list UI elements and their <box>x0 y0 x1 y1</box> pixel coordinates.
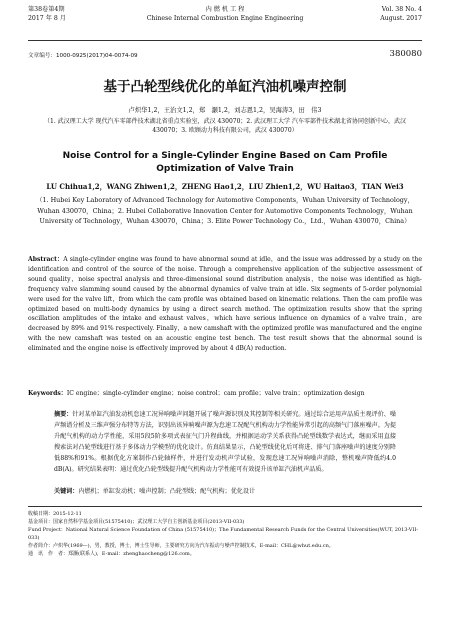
keywords-label-cn: 关键词： <box>54 488 79 495</box>
fund-project-cn: 基金项目：国家自然科学基金项目(51575410)；武汉理工大学自主创新基金项目(2013-VII-033) <box>28 519 245 525</box>
abstract-en <box>28 255 422 354</box>
footnote-rule <box>28 506 422 507</box>
volume-cn: 第38卷第4期 <box>28 6 65 13</box>
abstract-label-en: Abstract： <box>28 256 64 263</box>
header-rule <box>28 40 422 41</box>
keywords-label-en: Keywords： <box>28 390 67 397</box>
author-bio: 作者简介：卢炽华(1969—)，男，教授，博士，博士生导师，主要研究方向为汽车振动与噪声控制技术，E-mail：CHL@whut.edu.cn。 <box>28 543 334 549</box>
fund-project-en: Fund Project：National Natural Science Foundation of China (51575410)；The Fundamental Research Funds for the Central Universities(WUT, 2013-VII-033) <box>28 527 419 541</box>
abstract-label-cn: 摘要： <box>54 411 73 418</box>
keywords-cn <box>54 486 396 495</box>
footnotes <box>28 510 422 558</box>
article-number: 文章编号：1000-0925(2017)04-0074-09 <box>28 53 138 59</box>
date-cn: 2017 年 8 月 <box>28 15 66 22</box>
title-cn: 基于凸轮型线优化的单缸汽油机噪声控制 <box>103 79 347 95</box>
document-number: 380080 <box>389 49 422 59</box>
abstract-text-en: A single-cylinder engine was found to have abnormal sound at idle，and the issue was addressed by a study on the identification and control of the source of the noise. Through a comprehensive application of the subjective assessment of sound quality，noise spectral analysis and three-dimensional sound distribution analysis，the noise was identified as high-frequency valve slamming sound caused by the abnormal dynamics of valve train at idle. Six segments of 5-order polynomial were used for the valve lift，from which the cam profile was obtained based on kinematic relations. Then the cam profile was optimized based on multi-body dynamics by using a direct search method. The optimization results show that the spring oscillation amplitudes of the intake and exhaust valves，which have serious influence on dynamics of a valve train，are decreased by 89% and 91% respectively. Finally，a new camshaft with the optimized profile was manufactured and the engine with the new camshaft was tested on an acoustic engine test bench. The test result shows that the abnormal sound is eliminated and the engine noise is effectively improved by about 4 dB(A) reduction. <box>28 256 423 353</box>
received-date: 收稿日期：2015-12-11 <box>28 511 82 517</box>
authors-cn: 卢炽华1,2，王治文1,2，郑 灏1,2，刘志恩1,2，吴海涛3，田 伟3 <box>128 107 322 114</box>
authors-en: LU Chihua1,2，WANG Zhiwen1,2，ZHENG Hao1,2，LIU Zhien1,2，WU Haitao3，TIAN Wei3 <box>46 182 404 191</box>
keywords-text-cn: 内燃机；单缸发动机；噪声控制；凸轮型线；配气机构；优化设计 <box>78 488 256 495</box>
correspondence: 通 讯 作 者：郑灏(联系人)，E-mail：zhenghaocheng@126.com。 <box>28 551 195 557</box>
keywords-text-en: IC engine；single-cylinder engine；noise control；cam profile；valve train；optimization design <box>66 390 365 397</box>
title-en: Noise Control for a Single-Cylinder Engine Based on Cam Profile Optimization of Valve Train <box>62 151 388 174</box>
journal-name-cn: 内 燃 机 工 程 <box>205 6 245 13</box>
abstract-cn <box>54 409 396 475</box>
keywords-en <box>28 388 422 397</box>
volume-en: Vol. 38 No. 4 <box>381 6 422 13</box>
abstract-text-cn: 针对某单缸汽油发动机怠速工况异响噪声问题开展了噪声源识别及其控制等相关研究。通过综合运用声品质主观评价、噪声频谱分析及三维声强分布特等方法，识别出该异响噪声源为怠速工况配气机构动力学性能异常引起的高频气门落座噪声。为提升配气机构的动力学性能，采用5段5阶多项式表征气门升程曲线，并根据运动学关系获得凸轮型线数学表达式，继而采用直接搜索法对凸轮型线进行基于多体动力学模型的优化设计。仿真结果显示，凸轮型线优化后可将进、排气门落座噪声的速度分别降低88%和91%。根据优化方案制作凸轮轴样件，并进行发动机声学试验，发现怠速工况异响噪声消除，整机噪声降低约4.0 dB(A)。研究结果表明：通过优化凸轮型线提升配气机构动力学性能可有效提升该单缸汽油机声品质。 <box>54 411 397 473</box>
date-en: August. 2017 <box>380 15 422 22</box>
running-header <box>0 6 450 44</box>
journal-name-en: Chinese Internal Combustion Engine Engineering <box>146 15 304 22</box>
affiliation-en: （1. Hubei Key Laboratory of Advanced Technology for Automotive Components，Wuhan University of Technology，Wuhan 430070，China；2. Hubei Collaborative Innovation Center for Automotive Components Technology，Wuhan University of Technology，Wuhan 430070，China；3. Elite Power Technology Co.，Ltd.，Wuhan 430070，China） <box>36 196 414 225</box>
affiliation-cn: （1. 武汉理工大学 现代汽车零部件技术湖北省重点实验室，武汉 430070；2. 武汉理工大学 汽车零部件技术湖北省协同创新中心，武汉 430070；3. 欧顾动力科技有限公司，武汉 430070） <box>44 118 406 134</box>
